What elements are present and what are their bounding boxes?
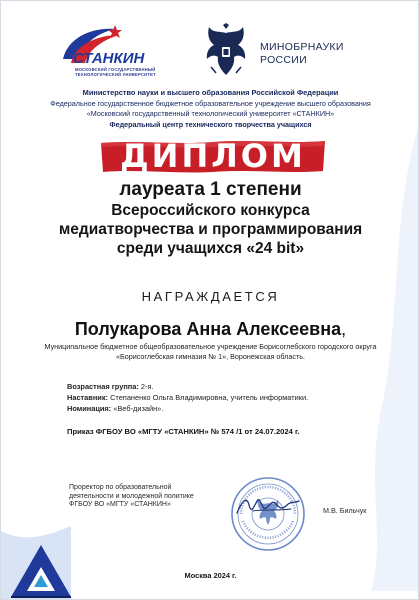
diploma-title: ДИПЛОМ [120, 137, 306, 175]
nomination-value: «Веб-дизайн». [113, 404, 164, 413]
degree-title: лауреата 1 степени [119, 179, 302, 200]
recipient-name [1, 319, 419, 339]
nomination-row [67, 404, 163, 413]
institution-line-2: «Борисоглебская гимназия № 1», Воронежская область. [115, 352, 306, 361]
ministry-logo-text-line: МИНОБРНАУКИ [260, 41, 344, 53]
ministry-logo-text [260, 41, 350, 67]
center-name-line: Федеральный центр технического творчества учащихся [109, 120, 312, 129]
signatory-position-line-1: Проректор по образовательной [69, 484, 172, 491]
signer-name: М.В. Бильчук [323, 506, 367, 515]
stankin-logo-subtext: МОСКОВСКИЙ ГОСУДАРСТВЕННЫЙ ТЕХНОЛОГИЧЕСКИЙ УНИВЕРСИТЕТ [75, 67, 156, 77]
mentor-label: Наставник: [67, 393, 108, 402]
contest-title-line-3: среди учащихся «24 bit» [116, 240, 305, 257]
signatory-position-line-3: ФГБОУ ВО «МГТУ «СТАНКИН» [69, 501, 171, 509]
decorative-triangle-logo [1, 521, 91, 600]
recipient-name-comma: , [341, 319, 347, 339]
mentor-row [67, 393, 308, 402]
contest-title-line-2: медиатворчества и программирования [58, 221, 363, 238]
ministry-line: Министерство науки и высшего образования Российской Федерации [82, 88, 339, 97]
recipient-name-text: Полукарова Анна Алексеевна [74, 319, 342, 339]
order-reference: Приказ ФГБОУ ВО «МГТУ «СТАНКИН» № 574 /1 от 24.07.2024 г. [67, 427, 300, 436]
nomination-label: Номинация: [67, 404, 112, 413]
handwritten-signature [233, 491, 303, 521]
age-group-value: 2-я. [140, 382, 154, 391]
signatory-position [69, 484, 229, 510]
institution-type-line: Федеральное государственное бюджетное образовательное учреждение высшего образования [50, 99, 371, 108]
city-year: Москва 2024 г. [184, 571, 237, 580]
age-group-row [67, 382, 154, 391]
institution-line-1: Муниципальное бюджетное общеобразовательное учреждение Борисоглебского городского округа [44, 342, 377, 351]
stankin-logo-text: СТАНКИН [73, 50, 145, 67]
stankin-logo [53, 19, 171, 85]
ministry-logo-text-line: РОССИИ [260, 54, 307, 66]
signatory-position-line-2: деятельности и молодежной политике [69, 492, 194, 500]
double-headed-eagle-emblem-icon [201, 23, 251, 79]
age-group-label: Возрастная группа: [67, 382, 139, 391]
university-name-line: «Московский государственный технологический университет «СТАНКИН» [86, 109, 335, 118]
contest-title-line-1: Всероссийского конкурса [111, 202, 310, 219]
mentor-value: Степаненко Ольга Владимировна, учитель информатики. [110, 393, 309, 402]
awarded-label: НАГРАЖДАЕТСЯ [141, 289, 280, 304]
